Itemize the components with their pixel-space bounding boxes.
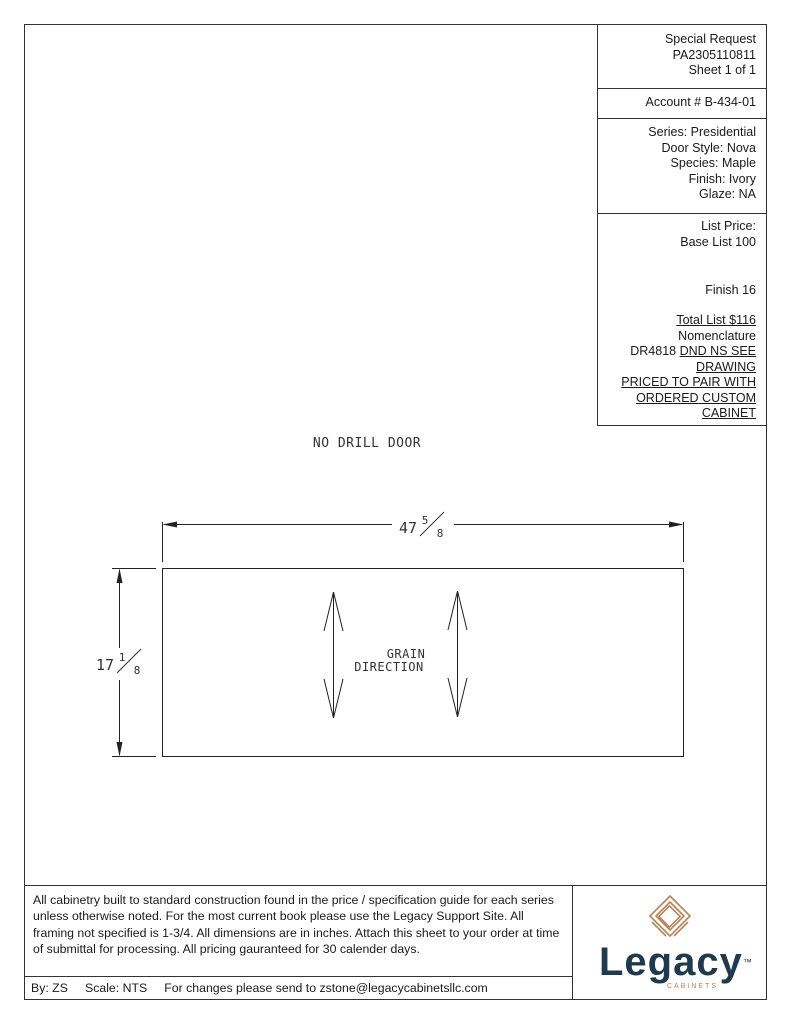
height-dimension-whole: 17 xyxy=(95,656,114,674)
sheet-number: Sheet 1 of 1 xyxy=(688,63,756,77)
nomenclature-line: DND NS SEE xyxy=(679,344,756,358)
width-dimension-numerator: 5 xyxy=(421,514,429,527)
species: Species: Maple xyxy=(670,156,756,170)
footer-divider xyxy=(24,976,573,977)
legacy-logo xyxy=(573,886,767,1000)
scale: Scale: NTS xyxy=(85,981,148,995)
nomenclature-line: PRICED TO PAIR WITH xyxy=(621,375,756,389)
request-number: PA2305110811 xyxy=(672,47,756,62)
height-dimension-denominator: 8 xyxy=(133,664,141,677)
list-price-label: List Price: xyxy=(701,219,756,233)
width-dimension-denominator: 8 xyxy=(436,527,444,540)
total-list: Total List $116 xyxy=(676,313,756,327)
dim-arrowhead xyxy=(163,522,178,528)
grain-label: DIRECTION xyxy=(354,660,424,674)
drawing-info-row xyxy=(31,981,488,995)
dim-arrowhead xyxy=(117,569,123,584)
nomenclature-label: Nomenclature xyxy=(678,328,756,343)
nomenclature-line: ORDERED CUSTOM xyxy=(636,390,756,405)
finish-price: Finish 16 xyxy=(705,283,756,297)
logo-wordmark xyxy=(599,942,753,982)
account-number: Account # B-434-01 xyxy=(645,95,756,109)
height-dimension-numerator: 1 xyxy=(118,651,126,664)
width-dimension-whole: 47 xyxy=(398,519,417,537)
base-list: Base List 100 xyxy=(680,234,756,249)
finish: Finish: Ivory xyxy=(688,171,756,186)
nomenclature-prefix: DR4818 xyxy=(630,344,677,358)
dim-arrowhead xyxy=(669,522,684,528)
nomenclature-line: DRAWING xyxy=(696,359,756,374)
request-type: Special Request xyxy=(664,32,756,46)
logo-trademark: ™ xyxy=(742,957,753,967)
construction-note: All cabinetry built to standard construction found in the price / specification guide for each series unless otherwise noted. For the most current book please use the Legacy Support Site. All framing not specified is 1-3/4. All dimensions are in inches. Attach this sheet to your order at time of submittal for processing. All pricing gauranteed for 30 calender days. xyxy=(33,893,560,956)
logo-subtitle: CABINETS xyxy=(667,983,719,990)
door-style: Door Style: Nova xyxy=(661,140,756,155)
drawing-label: NO DRILL DOOR xyxy=(312,436,422,451)
grain-label: GRAIN xyxy=(386,647,426,661)
contact-email: For changes please send to zstone@legacycabinetsllc.com xyxy=(164,981,488,995)
glaze: Glaze: NA xyxy=(699,187,756,201)
drawn-by: By: ZS xyxy=(31,981,68,995)
logo-name: Legacy xyxy=(599,940,743,984)
dim-arrowhead xyxy=(117,742,123,757)
nomenclature-line: CABINET xyxy=(701,406,756,420)
series: Series: Presidential xyxy=(648,125,756,139)
